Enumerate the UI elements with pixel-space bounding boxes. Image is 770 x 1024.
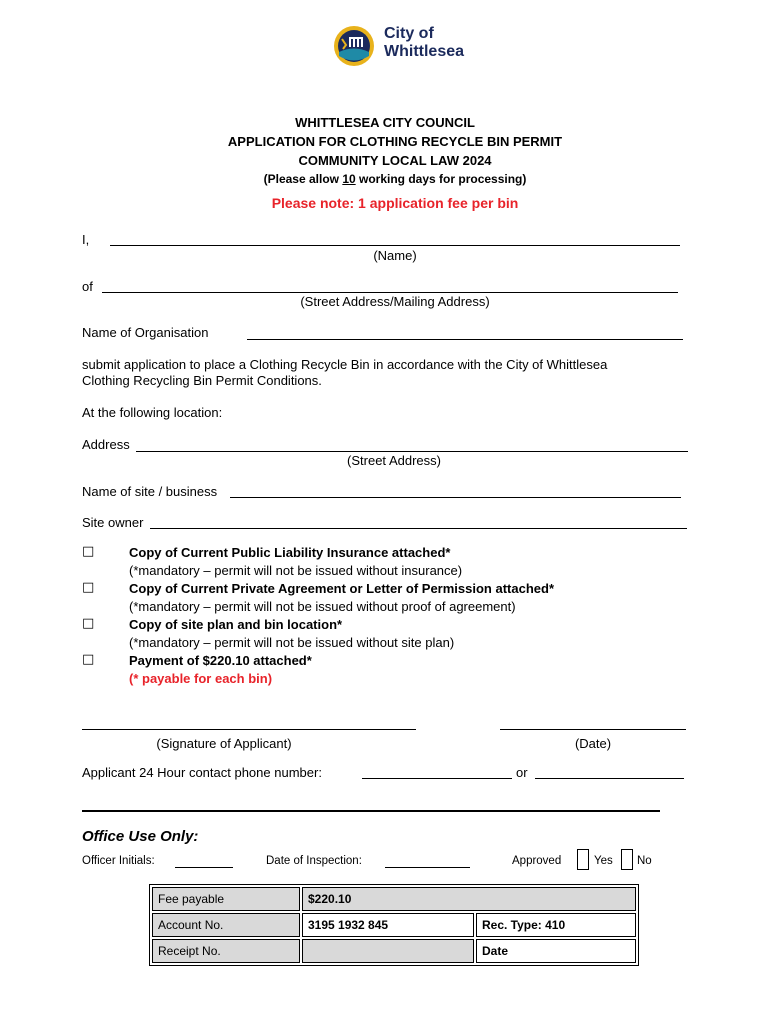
processing-note bbox=[0, 172, 770, 186]
name-caption: (Name) bbox=[373, 248, 417, 263]
rec-type-cell: Rec. Type: 410 bbox=[476, 913, 636, 937]
phone-field-2[interactable] bbox=[535, 778, 684, 779]
table-row bbox=[152, 913, 636, 937]
mailing-address-caption: (Street Address/Mailing Address) bbox=[300, 294, 490, 309]
site-owner-field[interactable] bbox=[150, 528, 687, 529]
inspection-date-field[interactable] bbox=[385, 867, 470, 868]
fee-note: Please note: 1 application fee per bin bbox=[271, 195, 519, 211]
officer-initials-field[interactable] bbox=[175, 867, 233, 868]
date-cell: Date bbox=[476, 939, 636, 963]
statement-line2: Clothing Recycling Bin Permit Conditions. bbox=[82, 373, 322, 388]
section-divider bbox=[82, 810, 660, 812]
checklist-item-payment: Payment of $220.10 attached* bbox=[129, 653, 312, 668]
approved-yes-label: Yes bbox=[594, 855, 613, 867]
location-address-field[interactable] bbox=[136, 451, 688, 452]
officer-initials-label: Officer Initials: bbox=[82, 855, 155, 867]
heading-application: APPLICATION FOR CLOTHING RECYCLE BIN PERMIT bbox=[227, 134, 563, 149]
fee-label-cell: Fee payable bbox=[152, 887, 300, 911]
table-row bbox=[152, 939, 636, 963]
checklist-item-agreement: Copy of Current Private Agreement or Letter of Permission attached* bbox=[129, 581, 555, 596]
checklist-note-site-plan: (*mandatory – permit will not be issued without site plan) bbox=[129, 635, 455, 650]
name-field[interactable] bbox=[110, 245, 680, 246]
checklist-note-insurance: (*mandatory – permit will not be issued without insurance) bbox=[129, 563, 463, 578]
checkbox-payment[interactable]: □ bbox=[82, 652, 95, 667]
of-label: of bbox=[82, 279, 93, 294]
location-address-caption: (Street Address) bbox=[347, 453, 441, 468]
checkbox-insurance[interactable]: □ bbox=[82, 544, 95, 559]
signature-field[interactable] bbox=[82, 729, 416, 730]
signature-caption: (Signature of Applicant) bbox=[156, 736, 292, 751]
table-row bbox=[152, 887, 636, 911]
site-name-label: Name of site / business bbox=[82, 484, 218, 499]
checkbox-agreement[interactable]: □ bbox=[82, 580, 95, 595]
account-value-cell: 3195 1932 845 bbox=[302, 913, 474, 937]
checklist-item-insurance: Copy of Current Public Liability Insurance attached* bbox=[129, 545, 451, 560]
mailing-address-field[interactable] bbox=[102, 292, 678, 293]
statement-line1: submit application to place a Clothing Recycle Bin in accordance with the City of Whittlesea bbox=[82, 357, 608, 372]
checklist-item-site-plan: Copy of site plan and bin location* bbox=[129, 617, 343, 632]
approved-label: Approved bbox=[512, 855, 562, 867]
inspection-date-label: Date of Inspection: bbox=[266, 855, 362, 867]
logo-text-line1: City of bbox=[384, 25, 434, 42]
processing-days: 10 bbox=[342, 172, 356, 186]
date-field[interactable] bbox=[500, 729, 686, 730]
phone-or: or bbox=[516, 765, 528, 780]
approved-yes-checkbox[interactable] bbox=[577, 849, 589, 870]
fee-value-cell: $220.10 bbox=[302, 887, 636, 911]
receipt-label-cell: Receipt No. bbox=[152, 939, 300, 963]
account-label-cell: Account No. bbox=[152, 913, 300, 937]
logo-emblem-icon bbox=[332, 25, 376, 67]
checklist-note-agreement: (*mandatory – permit will not be issued without proof of agreement) bbox=[129, 599, 516, 614]
checkbox-site-plan[interactable]: □ bbox=[82, 616, 95, 631]
location-intro: At the following location: bbox=[82, 405, 223, 420]
organisation-label: Name of Organisation bbox=[82, 325, 209, 340]
phone-field-1[interactable] bbox=[362, 778, 512, 779]
location-address-label: Address bbox=[82, 437, 130, 452]
site-owner-label: Site owner bbox=[82, 515, 144, 530]
receipt-value-cell[interactable] bbox=[302, 939, 474, 963]
office-use-title: Office Use Only: bbox=[82, 828, 199, 845]
organisation-field[interactable] bbox=[247, 339, 683, 340]
processing-suffix: working days for processing) bbox=[355, 172, 527, 186]
logo-text-line2: Whittlesea bbox=[384, 43, 465, 60]
checklist-note-payment: (* payable for each bin) bbox=[129, 671, 273, 686]
date-caption: (Date) bbox=[574, 736, 612, 751]
heading-local-law: COMMUNITY LOCAL LAW 2024 bbox=[298, 153, 492, 168]
heading-council: WHITTLESEA CITY COUNCIL bbox=[295, 115, 475, 130]
i-label: I, bbox=[82, 232, 90, 247]
phone-label: Applicant 24 Hour contact phone number: bbox=[82, 765, 322, 780]
site-name-field[interactable] bbox=[230, 497, 681, 498]
approved-no-checkbox[interactable] bbox=[621, 849, 633, 870]
council-logo bbox=[332, 25, 477, 67]
approved-no-label: No bbox=[637, 855, 652, 867]
processing-prefix: (Please allow bbox=[263, 172, 343, 186]
office-fee-table bbox=[149, 884, 639, 966]
